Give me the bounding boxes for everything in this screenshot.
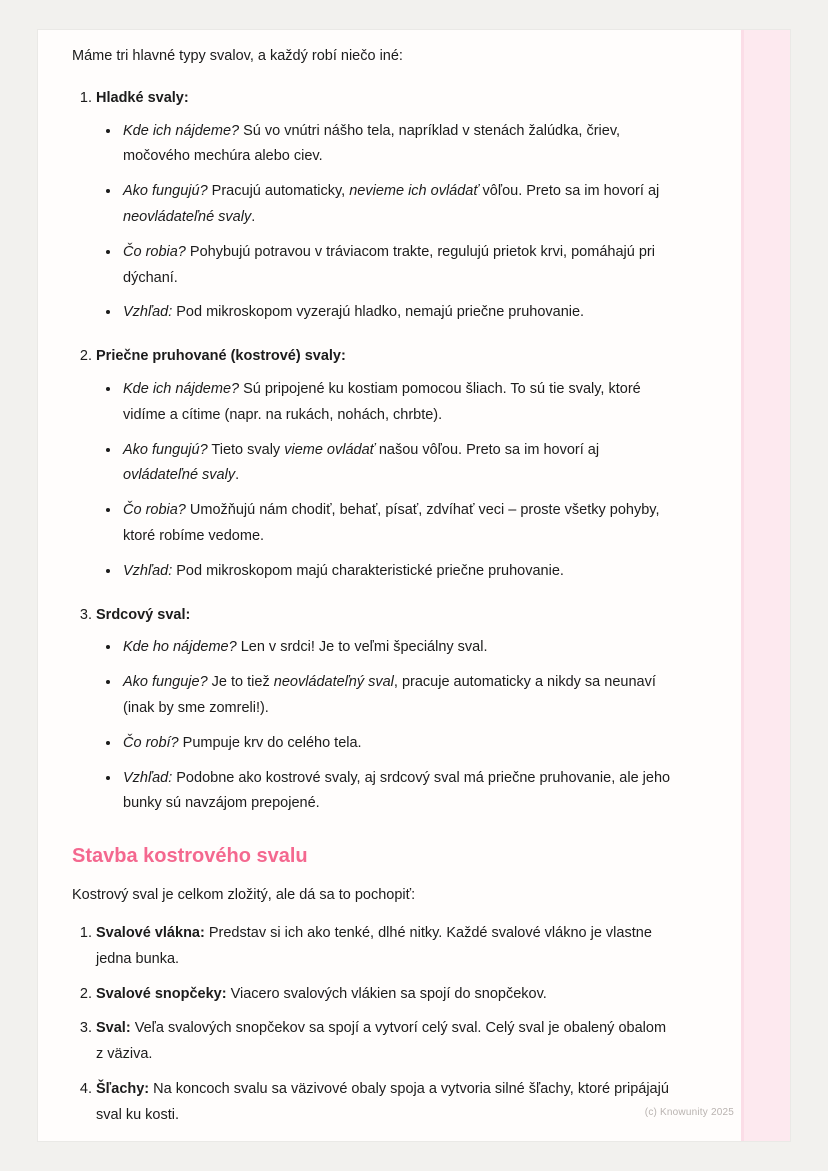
list-item xyxy=(96,1016,672,1068)
point-text: Pod mikroskopom majú charakteristické priečne pruhovanie. xyxy=(172,562,564,579)
structure-text: Predstav si ich ako tenké, dlhé nitky. Každé svalové vlákno je vlastne jedna bunka. xyxy=(96,924,652,967)
list-item xyxy=(121,498,672,550)
point-text: Pumpuje krv do celého tela. xyxy=(178,734,362,751)
structure-term: Svalové snopčeky: xyxy=(96,985,227,1002)
point-question: Ako fungujú? xyxy=(123,441,208,458)
list-item xyxy=(121,300,672,326)
list-item xyxy=(121,179,672,231)
structure-term: Sval: xyxy=(96,1020,131,1037)
page-accent-sidebar xyxy=(744,30,790,1141)
structure-text: Na koncoch svalu sa väzivové obaly spoja a vytvoria silné šľachy, ktoré pripájajú sval ku kosti. xyxy=(96,1080,669,1123)
list-item xyxy=(121,670,672,722)
structure-term: Šľachy: xyxy=(96,1080,150,1097)
list-item xyxy=(96,603,672,818)
point-text: Umožňujú nám chodiť, behať, písať, zdvíhať veci – proste všetky pohyby, ktoré robíme vedome. xyxy=(123,502,660,544)
list-item xyxy=(121,731,672,757)
point-question: Kde ho nájdeme? xyxy=(123,639,237,656)
point-question: Ako funguje? xyxy=(123,674,208,691)
point-question: Čo robí? xyxy=(123,734,179,751)
document-content xyxy=(72,44,672,1138)
point-text: Sú vo vnútri nášho tela, napríklad v stenách žalúdka, čriev, močového mechúra alebo ciev. xyxy=(123,122,621,165)
point-question: Ako fungujú? xyxy=(123,183,208,200)
structure-text: Viacero svalových vlákien sa spojí do snopčekov. xyxy=(226,985,547,1002)
point-text: . xyxy=(235,467,240,484)
section-heading: Stavba kostrového svalu xyxy=(72,845,308,868)
document-page xyxy=(38,30,790,1141)
copyright-footer: (c) Knowunity 2025 xyxy=(644,1107,734,1118)
structure-text: Veľa svalových snopčekov sa spojí a vytvorí celý sval. Celý sval je obalený obalom z väziva. xyxy=(96,1020,667,1063)
list-item xyxy=(121,119,672,171)
point-text: Podobne ako kostrové svaly, aj srdcový sval má priečne pruhovanie, ale jeho bunky sú navzájom prepojené. xyxy=(123,769,671,812)
point-text: Tieto svaly xyxy=(207,441,285,458)
muscle-type-heading: Srdcový sval: xyxy=(96,606,191,623)
point-question: Kde ich nájdeme? xyxy=(123,122,240,139)
section-lead-paragraph: Kostrový sval je celkom zložitý, ale dá sa to pochopiť: xyxy=(72,887,416,904)
point-text: Pracujú automaticky, xyxy=(207,183,350,200)
point-emphasis: neovládateľné svaly xyxy=(123,208,252,225)
list-item xyxy=(121,377,672,429)
list-item xyxy=(96,344,672,584)
point-question: Vzhľad: xyxy=(123,769,173,786)
point-text: Pod mikroskopom vyzerajú hladko, nemajú priečne pruhovanie. xyxy=(172,304,585,321)
list-item xyxy=(96,1077,672,1129)
point-text: Je to tiež xyxy=(207,674,274,691)
point-text: našou vôľou. Preto sa im hovorí aj xyxy=(374,441,600,458)
list-item xyxy=(121,766,672,818)
point-text: vôľou. Preto sa im hovorí aj xyxy=(478,183,660,200)
point-text: Sú pripojené ku kostiam pomocou šliach. To sú tie svaly, ktoré vidíme a cítime (napr. na rukách, nohách, chrbte). xyxy=(123,380,641,423)
point-question: Vzhľad: xyxy=(123,304,173,321)
list-item xyxy=(121,240,672,292)
point-question: Čo robia? xyxy=(123,243,186,260)
intro-paragraph: Máme tri hlavné typy svalov, a každý robí niečo iné: xyxy=(72,48,403,64)
muscle-type-points xyxy=(96,119,672,327)
list-item xyxy=(121,635,672,661)
list-item xyxy=(96,86,672,326)
point-emphasis: neovládateľný sval xyxy=(273,674,394,691)
muscle-types-list xyxy=(72,86,672,817)
list-item xyxy=(121,438,672,490)
point-text: , pracuje automaticky a nikdy sa neunaví (inak by sme zomreli!). xyxy=(123,674,656,716)
point-question: Čo robia? xyxy=(123,502,186,519)
muscle-type-heading: Hladké svaly: xyxy=(96,89,189,106)
muscle-type-heading: Priečne pruhované (kostrové) svaly: xyxy=(96,348,346,365)
structure-list xyxy=(72,921,672,1129)
point-emphasis: ovládateľné svaly xyxy=(123,467,236,484)
structure-term: Svalové vlákna: xyxy=(96,924,205,941)
point-text: Len v srdci! Je to veľmi špeciálny sval. xyxy=(236,639,488,656)
list-item xyxy=(96,921,672,973)
muscle-type-points xyxy=(96,635,672,817)
point-emphasis: vieme ovládať xyxy=(284,441,375,458)
muscle-type-points xyxy=(96,377,672,585)
point-question: Vzhľad: xyxy=(123,562,173,579)
point-text: Pohybujú potravou v tráviacom trakte, regulujú prietok krvi, pomáhajú pri dýchaní. xyxy=(123,243,655,286)
point-emphasis: nevieme ich ovládať xyxy=(349,183,479,200)
list-item xyxy=(96,982,672,1008)
point-question: Kde ich nájdeme? xyxy=(123,380,240,397)
point-text: . xyxy=(251,208,256,225)
list-item xyxy=(121,559,672,585)
